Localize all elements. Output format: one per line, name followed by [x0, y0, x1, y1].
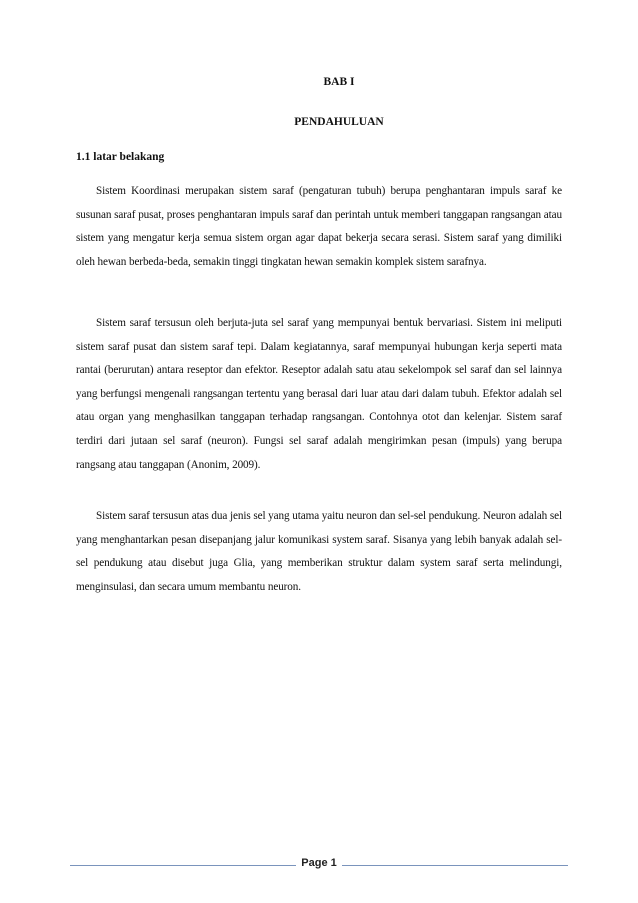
- footer-rule-right: [342, 865, 568, 866]
- chapter-heading: BAB I: [323, 76, 355, 88]
- page-number: Page 1: [301, 857, 337, 869]
- page-footer: [70, 855, 568, 875]
- paragraph-3: Sistem saraf tersusun atas dua jenis sel yang utama yaitu neuron dan sel-sel pendukung. Neuron adalah sel yang menghantarkan pesan disepanjang jalur komunikasi system saraf. Sisanya yang lebih banyak adalah sel-sel pendukung atau disebut juga Glia, yang memberikan struktur dalam system saraf serta melindungi, menginsulasi, dan secara umum membantu neuron.: [76, 510, 562, 593]
- paragraph-2: Sistem saraf tersusun oleh berjuta-juta sel saraf yang mempunyai bentuk bervariasi. Sistem ini meliputi sistem saraf pusat dan sistem saraf tepi. Dalam kegiatannya, saraf mempunyai hubungan kerja seperti mata rantai (berurutan) antara reseptor dan efektor. Reseptor adalah satu atau sekelompok sel saraf dan sel lainnya yang berfungsi mengenali rangsangan tertentu yang berasal dari luar atau dari dalam tubuh. Efektor adalah sel atau organ yang menghasilkan tanggapan terhadap rangsangan. Contohnya otot dan kelenjar. Sistem saraf terdiri dari jutaan sel saraf (neuron). Fungsi sel saraf adalah mengirimkan pesan (impuls) yang berupa rangsang atau tanggapan (Anonim, 2009).: [76, 317, 562, 471]
- chapter-title: PENDAHULUAN: [294, 116, 384, 128]
- paragraph-1: Sistem Koordinasi merupakan sistem saraf (pengaturan tubuh) berupa penghantaran impuls saraf ke susunan saraf pusat, proses penghantaran impuls saraf dan perintah untuk memberi tanggapan rangsangan atau sistem yang mengatur kerja semua sistem organ agar dapat bekerja secara serasi. Sistem saraf yang dimiliki oleh hewan berbeda-beda, semakin tinggi tingkatan hewan semakin komplek sistem sarafnya.: [76, 185, 562, 268]
- section-heading: 1.1 latar belakang: [76, 151, 165, 163]
